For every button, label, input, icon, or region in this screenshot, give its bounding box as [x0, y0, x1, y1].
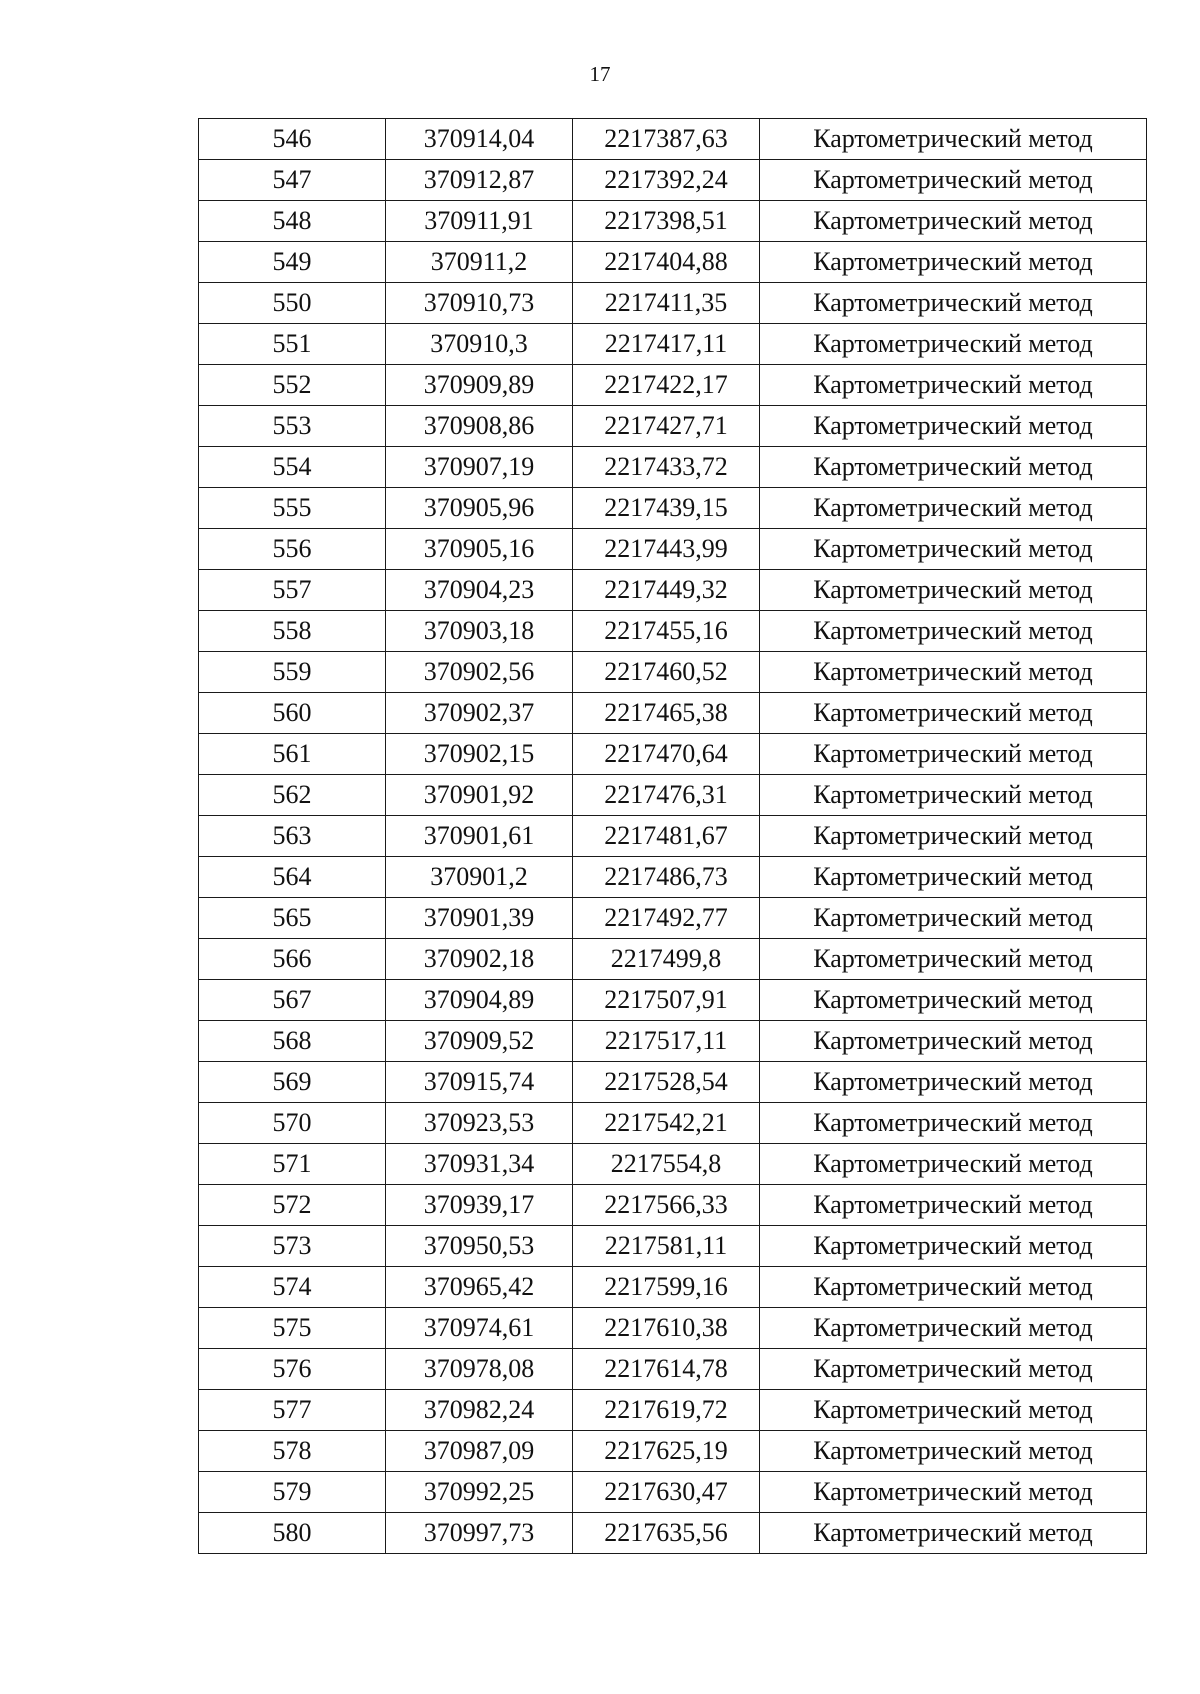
method-cell: Картометрический метод — [760, 1226, 1147, 1267]
method-cell: Картометрический метод — [760, 1021, 1147, 1062]
table-row — [199, 242, 1147, 283]
y-coordinate-cell: 2217387,63 — [573, 119, 760, 160]
x-coordinate-cell: 370965,42 — [386, 1267, 573, 1308]
method-cell: Картометрический метод — [760, 1103, 1147, 1144]
coordinates-table — [198, 118, 1147, 1554]
method-cell: Картометрический метод — [760, 1513, 1147, 1554]
x-coordinate-cell: 370902,18 — [386, 939, 573, 980]
x-coordinate-cell: 370910,73 — [386, 283, 573, 324]
table-row — [199, 447, 1147, 488]
point-number-cell: 563 — [199, 816, 386, 857]
y-coordinate-cell: 2217476,31 — [573, 775, 760, 816]
y-coordinate-cell: 2217398,51 — [573, 201, 760, 242]
method-cell: Картометрический метод — [760, 1472, 1147, 1513]
x-coordinate-cell: 370902,15 — [386, 734, 573, 775]
x-coordinate-cell: 370974,61 — [386, 1308, 573, 1349]
x-coordinate-cell: 370907,19 — [386, 447, 573, 488]
point-number-cell: 567 — [199, 980, 386, 1021]
y-coordinate-cell: 2217392,24 — [573, 160, 760, 201]
y-coordinate-cell: 2217460,52 — [573, 652, 760, 693]
point-number-cell: 572 — [199, 1185, 386, 1226]
point-number-cell: 551 — [199, 324, 386, 365]
method-cell: Картометрический метод — [760, 283, 1147, 324]
method-cell: Картометрический метод — [760, 201, 1147, 242]
table-row — [199, 1349, 1147, 1390]
coordinates-table-body — [199, 119, 1147, 1554]
point-number-cell: 547 — [199, 160, 386, 201]
y-coordinate-cell: 2217542,21 — [573, 1103, 760, 1144]
table-row — [199, 1308, 1147, 1349]
y-coordinate-cell: 2217449,32 — [573, 570, 760, 611]
x-coordinate-cell: 370901,39 — [386, 898, 573, 939]
x-coordinate-cell: 370905,16 — [386, 529, 573, 570]
point-number-cell: 571 — [199, 1144, 386, 1185]
table-row — [199, 201, 1147, 242]
y-coordinate-cell: 2217465,38 — [573, 693, 760, 734]
x-coordinate-cell: 370904,23 — [386, 570, 573, 611]
point-number-cell: 556 — [199, 529, 386, 570]
table-row — [199, 160, 1147, 201]
method-cell: Картометрический метод — [760, 1390, 1147, 1431]
method-cell: Картометрический метод — [760, 1144, 1147, 1185]
method-cell: Картометрический метод — [760, 1431, 1147, 1472]
y-coordinate-cell: 2217470,64 — [573, 734, 760, 775]
method-cell: Картометрический метод — [760, 611, 1147, 652]
point-number-cell: 566 — [199, 939, 386, 980]
x-coordinate-cell: 370901,92 — [386, 775, 573, 816]
point-number-cell: 569 — [199, 1062, 386, 1103]
point-number-cell: 546 — [199, 119, 386, 160]
method-cell: Картометрический метод — [760, 570, 1147, 611]
point-number-cell: 561 — [199, 734, 386, 775]
point-number-cell: 576 — [199, 1349, 386, 1390]
table-row — [199, 324, 1147, 365]
y-coordinate-cell: 2217433,72 — [573, 447, 760, 488]
table-row — [199, 1472, 1147, 1513]
method-cell: Картометрический метод — [760, 406, 1147, 447]
y-coordinate-cell: 2217411,35 — [573, 283, 760, 324]
table-row — [199, 1185, 1147, 1226]
table-row — [199, 365, 1147, 406]
y-coordinate-cell: 2217581,11 — [573, 1226, 760, 1267]
x-coordinate-cell: 370902,56 — [386, 652, 573, 693]
table-row — [199, 652, 1147, 693]
table-row — [199, 816, 1147, 857]
method-cell: Картометрический метод — [760, 488, 1147, 529]
point-number-cell: 557 — [199, 570, 386, 611]
method-cell: Картометрический метод — [760, 324, 1147, 365]
point-number-cell: 568 — [199, 1021, 386, 1062]
table-row — [199, 857, 1147, 898]
table-row — [199, 406, 1147, 447]
y-coordinate-cell: 2217439,15 — [573, 488, 760, 529]
x-coordinate-cell: 370923,53 — [386, 1103, 573, 1144]
y-coordinate-cell: 2217566,33 — [573, 1185, 760, 1226]
table-row — [199, 898, 1147, 939]
method-cell: Картометрический метод — [760, 160, 1147, 201]
x-coordinate-cell: 370908,86 — [386, 406, 573, 447]
method-cell: Картометрический метод — [760, 1308, 1147, 1349]
table-row — [199, 939, 1147, 980]
x-coordinate-cell: 370903,18 — [386, 611, 573, 652]
y-coordinate-cell: 2217492,77 — [573, 898, 760, 939]
y-coordinate-cell: 2217554,8 — [573, 1144, 760, 1185]
point-number-cell: 555 — [199, 488, 386, 529]
y-coordinate-cell: 2217443,99 — [573, 529, 760, 570]
table-row — [199, 1431, 1147, 1472]
x-coordinate-cell: 370997,73 — [386, 1513, 573, 1554]
point-number-cell: 559 — [199, 652, 386, 693]
method-cell: Картометрический метод — [760, 775, 1147, 816]
x-coordinate-cell: 370911,2 — [386, 242, 573, 283]
point-number-cell: 558 — [199, 611, 386, 652]
x-coordinate-cell: 370939,17 — [386, 1185, 573, 1226]
method-cell: Картометрический метод — [760, 447, 1147, 488]
x-coordinate-cell: 370992,25 — [386, 1472, 573, 1513]
point-number-cell: 554 — [199, 447, 386, 488]
method-cell: Картометрический метод — [760, 529, 1147, 570]
x-coordinate-cell: 370912,87 — [386, 160, 573, 201]
point-number-cell: 577 — [199, 1390, 386, 1431]
y-coordinate-cell: 2217481,67 — [573, 816, 760, 857]
point-number-cell: 580 — [199, 1513, 386, 1554]
method-cell: Картометрический метод — [760, 734, 1147, 775]
point-number-cell: 549 — [199, 242, 386, 283]
method-cell: Картометрический метод — [760, 652, 1147, 693]
table-row — [199, 1144, 1147, 1185]
table-row — [199, 1062, 1147, 1103]
y-coordinate-cell: 2217630,47 — [573, 1472, 760, 1513]
method-cell: Картометрический метод — [760, 1185, 1147, 1226]
table-row — [199, 1513, 1147, 1554]
y-coordinate-cell: 2217499,8 — [573, 939, 760, 980]
method-cell: Картометрический метод — [760, 939, 1147, 980]
method-cell: Картометрический метод — [760, 119, 1147, 160]
y-coordinate-cell: 2217635,56 — [573, 1513, 760, 1554]
method-cell: Картометрический метод — [760, 816, 1147, 857]
table-row — [199, 570, 1147, 611]
table-row — [199, 488, 1147, 529]
point-number-cell: 574 — [199, 1267, 386, 1308]
x-coordinate-cell: 370982,24 — [386, 1390, 573, 1431]
point-number-cell: 560 — [199, 693, 386, 734]
point-number-cell: 578 — [199, 1431, 386, 1472]
table-row — [199, 1390, 1147, 1431]
x-coordinate-cell: 370905,96 — [386, 488, 573, 529]
method-cell: Картометрический метод — [760, 980, 1147, 1021]
point-number-cell: 552 — [199, 365, 386, 406]
y-coordinate-cell: 2217404,88 — [573, 242, 760, 283]
method-cell: Картометрический метод — [760, 693, 1147, 734]
method-cell: Картометрический метод — [760, 898, 1147, 939]
point-number-cell: 553 — [199, 406, 386, 447]
table-row — [199, 734, 1147, 775]
page-number: 17 — [589, 62, 611, 86]
x-coordinate-cell: 370914,04 — [386, 119, 573, 160]
point-number-cell: 579 — [199, 1472, 386, 1513]
x-coordinate-cell: 370904,89 — [386, 980, 573, 1021]
x-coordinate-cell: 370987,09 — [386, 1431, 573, 1472]
y-coordinate-cell: 2217455,16 — [573, 611, 760, 652]
point-number-cell: 550 — [199, 283, 386, 324]
y-coordinate-cell: 2217528,54 — [573, 1062, 760, 1103]
point-number-cell: 575 — [199, 1308, 386, 1349]
method-cell: Картометрический метод — [760, 242, 1147, 283]
point-number-cell: 562 — [199, 775, 386, 816]
y-coordinate-cell: 2217517,11 — [573, 1021, 760, 1062]
table-row — [199, 119, 1147, 160]
method-cell: Картометрический метод — [760, 1349, 1147, 1390]
x-coordinate-cell: 370909,52 — [386, 1021, 573, 1062]
point-number-cell: 565 — [199, 898, 386, 939]
y-coordinate-cell: 2217486,73 — [573, 857, 760, 898]
x-coordinate-cell: 370901,2 — [386, 857, 573, 898]
x-coordinate-cell: 370931,34 — [386, 1144, 573, 1185]
table-row — [199, 1226, 1147, 1267]
y-coordinate-cell: 2217422,17 — [573, 365, 760, 406]
y-coordinate-cell: 2217610,38 — [573, 1308, 760, 1349]
x-coordinate-cell: 370978,08 — [386, 1349, 573, 1390]
y-coordinate-cell: 2217614,78 — [573, 1349, 760, 1390]
method-cell: Картометрический метод — [760, 1062, 1147, 1103]
table-row — [199, 775, 1147, 816]
table-row — [199, 980, 1147, 1021]
table-row — [199, 529, 1147, 570]
y-coordinate-cell: 2217417,11 — [573, 324, 760, 365]
method-cell: Картометрический метод — [760, 857, 1147, 898]
y-coordinate-cell: 2217619,72 — [573, 1390, 760, 1431]
y-coordinate-cell: 2217625,19 — [573, 1431, 760, 1472]
table-row — [199, 1267, 1147, 1308]
point-number-cell: 570 — [199, 1103, 386, 1144]
x-coordinate-cell: 370911,91 — [386, 201, 573, 242]
point-number-cell: 548 — [199, 201, 386, 242]
x-coordinate-cell: 370909,89 — [386, 365, 573, 406]
table-row — [199, 1103, 1147, 1144]
x-coordinate-cell: 370910,3 — [386, 324, 573, 365]
method-cell: Картометрический метод — [760, 365, 1147, 406]
table-row — [199, 611, 1147, 652]
method-cell: Картометрический метод — [760, 1267, 1147, 1308]
x-coordinate-cell: 370915,74 — [386, 1062, 573, 1103]
x-coordinate-cell: 370902,37 — [386, 693, 573, 734]
y-coordinate-cell: 2217427,71 — [573, 406, 760, 447]
table-row — [199, 283, 1147, 324]
table-row — [199, 1021, 1147, 1062]
point-number-cell: 573 — [199, 1226, 386, 1267]
point-number-cell: 564 — [199, 857, 386, 898]
x-coordinate-cell: 370901,61 — [386, 816, 573, 857]
table-row — [199, 693, 1147, 734]
y-coordinate-cell: 2217507,91 — [573, 980, 760, 1021]
x-coordinate-cell: 370950,53 — [386, 1226, 573, 1267]
y-coordinate-cell: 2217599,16 — [573, 1267, 760, 1308]
